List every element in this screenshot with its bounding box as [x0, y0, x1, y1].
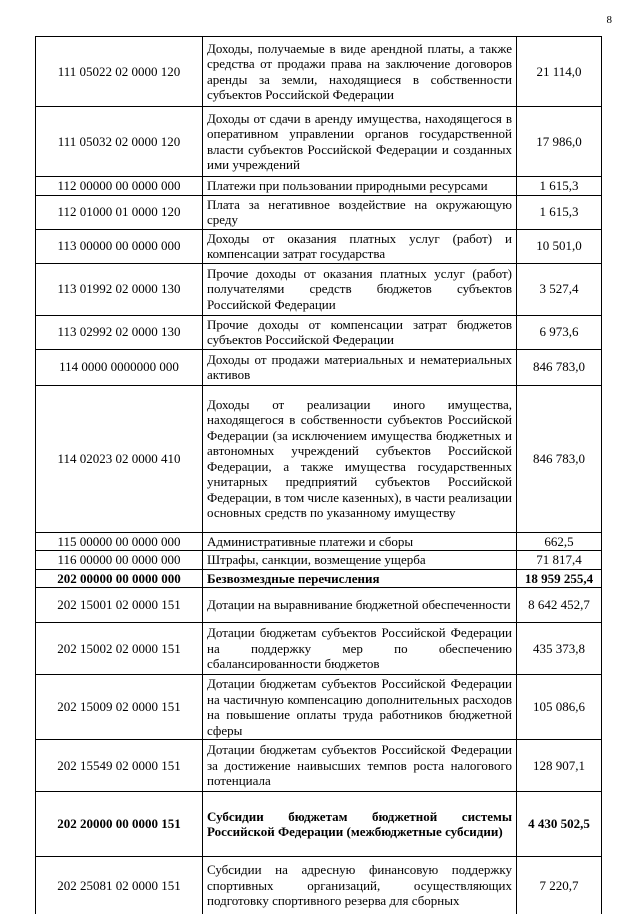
row-code: 114 02023 02 0000 410 — [36, 385, 203, 532]
row-code: 114 0000 0000000 000 — [36, 349, 203, 385]
row-amount: 71 817,4 — [517, 551, 602, 570]
row-amount: 3 527,4 — [517, 263, 602, 315]
row-code: 113 02992 02 0000 130 — [36, 315, 203, 349]
row-amount: 4 430 502,5 — [517, 792, 602, 857]
row-amount: 6 973,6 — [517, 315, 602, 349]
table-row — [36, 349, 602, 385]
row-amount: 1 615,3 — [517, 177, 602, 196]
row-description: Штрафы, санкции, возмещение ущерба — [203, 551, 517, 570]
row-code: 202 20000 00 0000 151 — [36, 792, 203, 857]
row-code: 202 25081 02 0000 151 — [36, 857, 203, 914]
row-description: Доходы от сдачи в аренду имущества, находящегося в оперативном управлении органов государственной власти субъектов Российской Федерации и созданных ими учреждений — [203, 107, 517, 177]
row-code: 112 01000 01 0000 120 — [36, 195, 203, 229]
table-row — [36, 623, 602, 675]
table-row — [36, 229, 602, 263]
table-row — [36, 37, 602, 107]
table-row — [36, 551, 602, 570]
table-row — [36, 675, 602, 740]
row-amount: 662,5 — [517, 532, 602, 551]
row-description: Дотации бюджетам субъектов Российской Федерации за достижение наивысших темпов роста налогового потенциала — [203, 740, 517, 792]
table-row — [36, 107, 602, 177]
table-row — [36, 177, 602, 196]
row-code: 115 00000 00 0000 000 — [36, 532, 203, 551]
row-amount: 18 959 255,4 — [517, 569, 602, 588]
row-amount: 8 642 452,7 — [517, 588, 602, 623]
row-code: 202 15002 02 0000 151 — [36, 623, 203, 675]
row-description: Доходы, получаемые в виде арендной платы, а также средства от продажи права на заключение договоров аренды за земли, находящиеся в собственности субъектов Российской Федерации — [203, 37, 517, 107]
row-amount: 17 986,0 — [517, 107, 602, 177]
row-amount: 7 220,7 — [517, 857, 602, 914]
row-description: Прочие доходы от оказания платных услуг (работ) получателями средств бюджетов субъектов Российской Федерации — [203, 263, 517, 315]
row-code: 202 15009 02 0000 151 — [36, 675, 203, 740]
row-description: Безвозмездные перечисления — [203, 569, 517, 588]
row-code: 116 00000 00 0000 000 — [36, 551, 203, 570]
row-description: Дотации бюджетам субъектов Российской Федерации на поддержку мер по обеспечению сбалансированности бюджетов — [203, 623, 517, 675]
table-row — [36, 588, 602, 623]
row-code: 112 00000 00 0000 000 — [36, 177, 203, 196]
row-description: Доходы от реализации иного имущества, находящегося в собственности субъектов Российской Федерации (за исключением имущества бюджетных и автономных учреждений субъектов Российской Федерации, а также имущества государственных унитарных предприятий субъектов Российской Федерации, в том числе казенных), в части реализации основных средств по указанному имуществу — [203, 385, 517, 532]
row-code: 113 00000 00 0000 000 — [36, 229, 203, 263]
row-amount: 105 086,6 — [517, 675, 602, 740]
row-description: Административные платежи и сборы — [203, 532, 517, 551]
row-code: 202 15549 02 0000 151 — [36, 740, 203, 792]
row-amount: 10 501,0 — [517, 229, 602, 263]
row-amount: 435 373,8 — [517, 623, 602, 675]
table-row — [36, 792, 602, 857]
table-row — [36, 740, 602, 792]
row-code: 111 05022 02 0000 120 — [36, 37, 203, 107]
row-code: 202 00000 00 0000 000 — [36, 569, 203, 588]
row-description: Прочие доходы от компенсации затрат бюджетов субъектов Российской Федерации — [203, 315, 517, 349]
row-description: Доходы от оказания платных услуг (работ) и компенсации затрат государства — [203, 229, 517, 263]
row-amount: 846 783,0 — [517, 385, 602, 532]
table-row — [36, 385, 602, 532]
row-code: 111 05032 02 0000 120 — [36, 107, 203, 177]
row-amount: 128 907,1 — [517, 740, 602, 792]
table-row — [36, 569, 602, 588]
row-code: 202 15001 02 0000 151 — [36, 588, 203, 623]
table-row — [36, 315, 602, 349]
row-description: Дотации бюджетам субъектов Российской Федерации на частичную компенсацию дополнительных расходов на повышение оплаты труда работников бюджетной сферы — [203, 675, 517, 740]
table-row — [36, 532, 602, 551]
row-description: Платежи при пользовании природными ресурсами — [203, 177, 517, 196]
table-row — [36, 195, 602, 229]
row-description: Дотации на выравнивание бюджетной обеспеченности — [203, 588, 517, 623]
row-description: Субсидии бюджетам бюджетной системы Российской Федерации (межбюджетные субсидии) — [203, 792, 517, 857]
row-description: Субсидии на адресную финансовую поддержку спортивных организаций, осуществляющих подготовку спортивного резерва для сборных — [203, 857, 517, 914]
row-amount: 846 783,0 — [517, 349, 602, 385]
row-description: Плата за негативное воздействие на окружающую среду — [203, 195, 517, 229]
row-amount: 21 114,0 — [517, 37, 602, 107]
revenue-table — [35, 36, 602, 914]
revenue-table-body — [36, 37, 602, 914]
row-amount: 1 615,3 — [517, 195, 602, 229]
page-number: 8 — [606, 14, 612, 26]
row-description: Доходы от продажи материальных и нематериальных активов — [203, 349, 517, 385]
table-row — [36, 263, 602, 315]
row-code: 113 01992 02 0000 130 — [36, 263, 203, 315]
